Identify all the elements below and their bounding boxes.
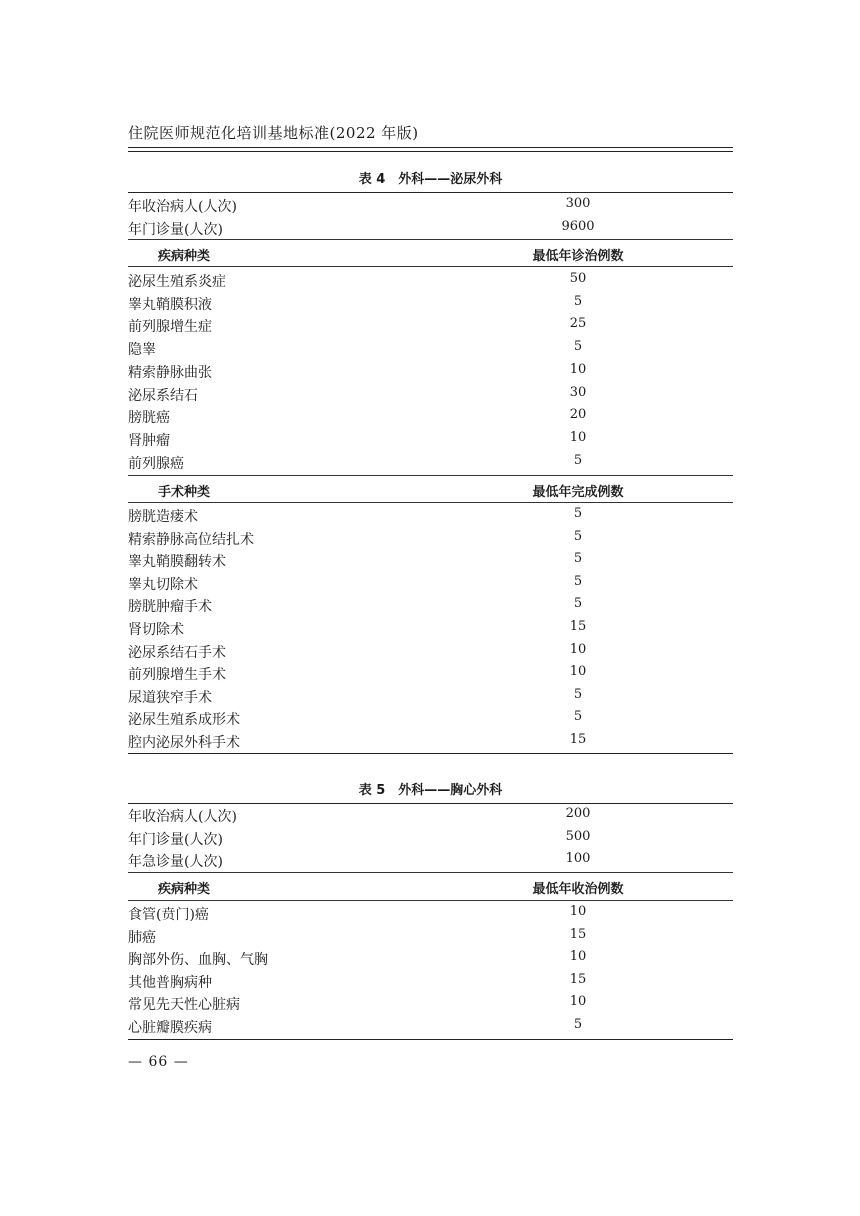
row-label: 年门诊量(人次) [128,831,223,848]
row-value: 100 [565,851,591,866]
table-row [128,574,733,596]
row-label: 常见先天性心脏病 [128,997,240,1014]
row-value: 25 [569,316,587,332]
running-header-title: 住院医师规范化培训基地标准(2022 年版) [128,124,419,142]
table-4-surgery-header [128,481,733,503]
table-row [128,453,733,475]
row-label: 睾丸切除术 [128,576,198,593]
table-row [128,196,733,218]
table-row [128,339,733,361]
row-label: 其他普胸病种 [128,974,212,991]
row-value: 10 [569,949,587,965]
table-row [128,1017,733,1039]
table-row [128,642,733,664]
row-value: 5 [573,293,583,309]
table-row [128,829,733,851]
row-label: 胸部外伤、血胸、气胸 [128,952,268,969]
table-5-bottom-rule [128,1039,733,1040]
row-label: 精索静脉曲张 [128,364,212,381]
row-value: 15 [569,971,587,987]
row-label: 泌尿系结石手术 [128,644,226,661]
row-value: 15 [569,619,587,634]
table-row [128,904,733,926]
row-label: 年收治病人(人次) [128,809,237,825]
table-row [128,430,733,452]
row-label: 睾丸鞘膜积液 [128,296,212,313]
row-label: 前列腺癌 [128,455,184,472]
table-5-disease-header [128,878,733,900]
column-header: 最低年收治例数 [532,882,624,897]
table-5-rule [128,872,733,873]
table-row [128,687,733,709]
table-row [128,709,733,731]
row-label: 前列腺增生手术 [128,667,226,684]
row-label: 食管(贲门)癌 [128,907,209,923]
header-rule [128,147,733,148]
row-value: 5 [573,573,583,589]
row-value: 15 [569,926,587,942]
table-4-disease-header [128,245,733,267]
row-value: 5 [573,339,583,355]
table-row [128,529,733,551]
row-label: 尿道狭窄手术 [128,689,212,706]
table-row [128,972,733,994]
row-label: 年收治病人(人次) [128,199,237,215]
row-value: 5 [573,506,583,521]
table-5-rule [128,900,733,901]
row-label: 泌尿系结石 [128,387,198,404]
table-4-rule [128,239,733,240]
row-label: 年急诊量(人次) [128,854,223,870]
row-label: 年门诊量(人次) [128,221,223,238]
header-rule-secondary [128,151,733,152]
row-value: 10 [569,429,587,445]
row-value: 9600 [561,218,595,234]
table-5-title: 表 5 外科——胸心外科 [358,783,503,798]
row-label: 膀胱造瘘术 [128,509,198,525]
row-label: 前列腺增生症 [128,319,212,336]
row-value: 300 [565,196,591,211]
row-value: 200 [565,806,591,821]
row-value: 10 [569,664,587,680]
table-row [128,927,733,949]
column-header: 最低年诊治例数 [532,249,624,264]
table-row [128,551,733,573]
column-header: 疾病种类 [158,882,211,897]
row-value: 5 [573,1017,583,1032]
row-value: 10 [569,361,587,377]
row-value: 10 [569,904,587,919]
column-header: 疾病种类 [158,249,211,264]
row-label: 精索静脉高位结扎术 [128,531,254,548]
table-4-rule [128,475,733,476]
row-value: 500 [565,828,591,844]
row-value: 5 [573,709,583,725]
row-value: 5 [573,596,583,612]
table-4-rule [128,266,733,267]
row-label: 肾肿瘤 [128,432,170,449]
row-label: 肺癌 [128,929,156,946]
table-4-top-rule [128,192,733,193]
table-row [128,385,733,407]
row-value: 10 [569,994,587,1010]
table-row [128,994,733,1016]
row-value: 20 [569,407,587,423]
row-label: 睾丸鞘膜翻转术 [128,554,226,571]
table-row [128,851,733,873]
table-row [128,732,733,754]
table-row [128,316,733,338]
table-row [128,362,733,384]
table-4-title: 表 4 外科——泌尿外科 [358,172,503,187]
row-value: 30 [569,384,587,400]
table-row [128,664,733,686]
table-row [128,619,733,641]
row-label: 泌尿生殖系炎症 [128,274,226,290]
table-4-rule [128,502,733,503]
table-row [128,219,733,241]
table-5-top-rule [128,803,733,804]
table-4-bottom-rule [128,753,733,754]
column-header: 最低年完成例数 [532,485,624,500]
table-row [128,806,733,828]
row-value: 10 [569,641,587,657]
column-header: 手术种类 [158,485,211,500]
row-label: 泌尿生殖系成形术 [128,712,240,729]
table-row [128,506,733,528]
row-label: 心脏瓣膜疾病 [128,1020,212,1036]
table-row [128,596,733,618]
row-label: 隐睾 [128,342,156,359]
table-row [128,271,733,293]
page-number: — 66 — [128,1054,189,1070]
row-label: 膀胱癌 [128,410,170,427]
row-value: 5 [573,528,583,544]
row-label: 腔内泌尿外科手术 [128,735,240,751]
table-row [128,949,733,971]
row-value: 15 [569,732,587,747]
row-label: 肾切除术 [128,622,184,638]
row-value: 50 [569,271,587,286]
table-row [128,407,733,429]
row-value: 5 [573,686,583,702]
row-value: 5 [573,551,583,567]
row-label: 膀胱肿瘤手术 [128,599,212,616]
table-row [128,294,733,316]
row-value: 5 [573,452,583,468]
